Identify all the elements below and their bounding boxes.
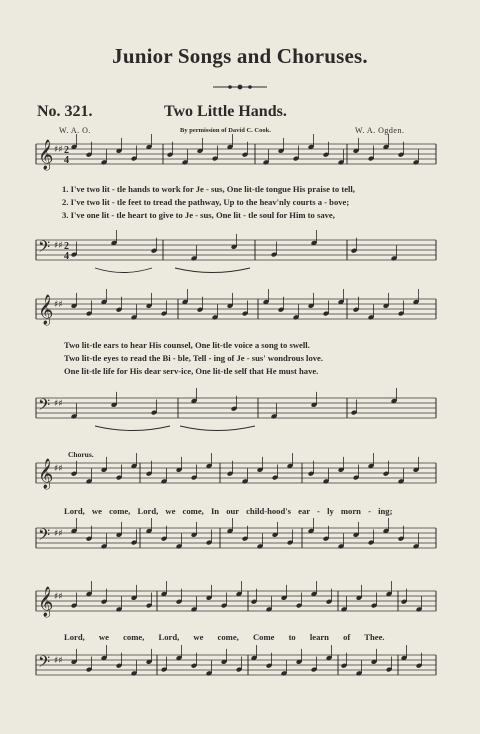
system1-time-signature-bottom: 4 — [64, 155, 69, 166]
treble-clef-icon: 𝄞 — [38, 140, 54, 170]
hymn-title: Two Little Hands. — [164, 103, 287, 120]
treble-clef-icon: 𝄞 — [38, 459, 54, 489]
key-signature-sharps: ♯♯ — [54, 592, 63, 602]
system2-verse2: Two lit-tle eyes to read the Bi - ble, Tell - ing of Je - sus' wondrous love. — [64, 353, 324, 363]
key-signature-sharps: ♯♯ — [54, 399, 63, 409]
key-signature-sharps: ♯♯ — [54, 145, 63, 155]
key-signature-sharps: ♯♯ — [54, 241, 63, 251]
key-signature-sharps: ♯♯ — [54, 656, 63, 666]
tie-slur — [180, 426, 255, 431]
hymn-number: No. 321. — [37, 103, 93, 120]
lyricist-credit: W. A. O. — [59, 126, 91, 135]
treble-clef-icon: 𝄞 — [38, 295, 54, 325]
system2-verse1: Two lit-tle ears to hear His counsel, One lit-tle voice a song to swell. — [64, 340, 310, 350]
tie-slur — [95, 426, 170, 431]
bass-clef-icon: 𝄢 — [38, 238, 51, 260]
system1-bass-time-signature-top: 2 — [64, 241, 69, 252]
permission-credit: By permission of David C. Cook. — [180, 127, 271, 134]
composer-credit: W. A. Ogden. — [355, 126, 405, 135]
system2-verse3: One lit-tle life for His dear serv-ice, One lit-tle self that He must have. — [64, 366, 319, 376]
tie-slur — [175, 268, 250, 273]
bass-clef-icon: 𝄢 — [38, 653, 51, 675]
key-signature-sharps: ♯♯ — [54, 464, 63, 474]
system1-bass-time-signature-bottom: 4 — [64, 251, 69, 262]
chorus-line1: Lord, we come, Lord, we come, In our child-hood's ear - ly morn - ing; — [64, 506, 393, 516]
key-signature-sharps: ♯♯ — [54, 300, 63, 310]
treble-clef-icon: 𝄞 — [38, 587, 54, 617]
book-title: Junior Songs and Choruses. — [112, 44, 368, 68]
system1-verse1: 1. I've two lit - tle hands to work for Je - sus, One lit-tle tongue His praise to tell, — [62, 184, 355, 194]
key-signature-sharps: ♯♯ — [54, 529, 63, 539]
chorus-label: Chorus. — [68, 450, 94, 459]
bass-clef-icon: 𝄢 — [38, 526, 51, 548]
system1-verse3: 3. I've one lit - tle heart to give to Je - sus, One lit - tle soul for Him to save, — [62, 210, 335, 220]
tie-slur — [95, 268, 152, 273]
bass-clef-icon: 𝄢 — [38, 396, 51, 418]
system1-verse2: 2. I've two lit - tle feet to tread the pathway, Up to the heav'nly courts a - bove; — [62, 197, 350, 207]
system1-time-signature-top: 2 — [64, 145, 69, 156]
chorus-line2: Lord, we come, Lord, we come, Come to learn of Thee. — [64, 632, 385, 642]
